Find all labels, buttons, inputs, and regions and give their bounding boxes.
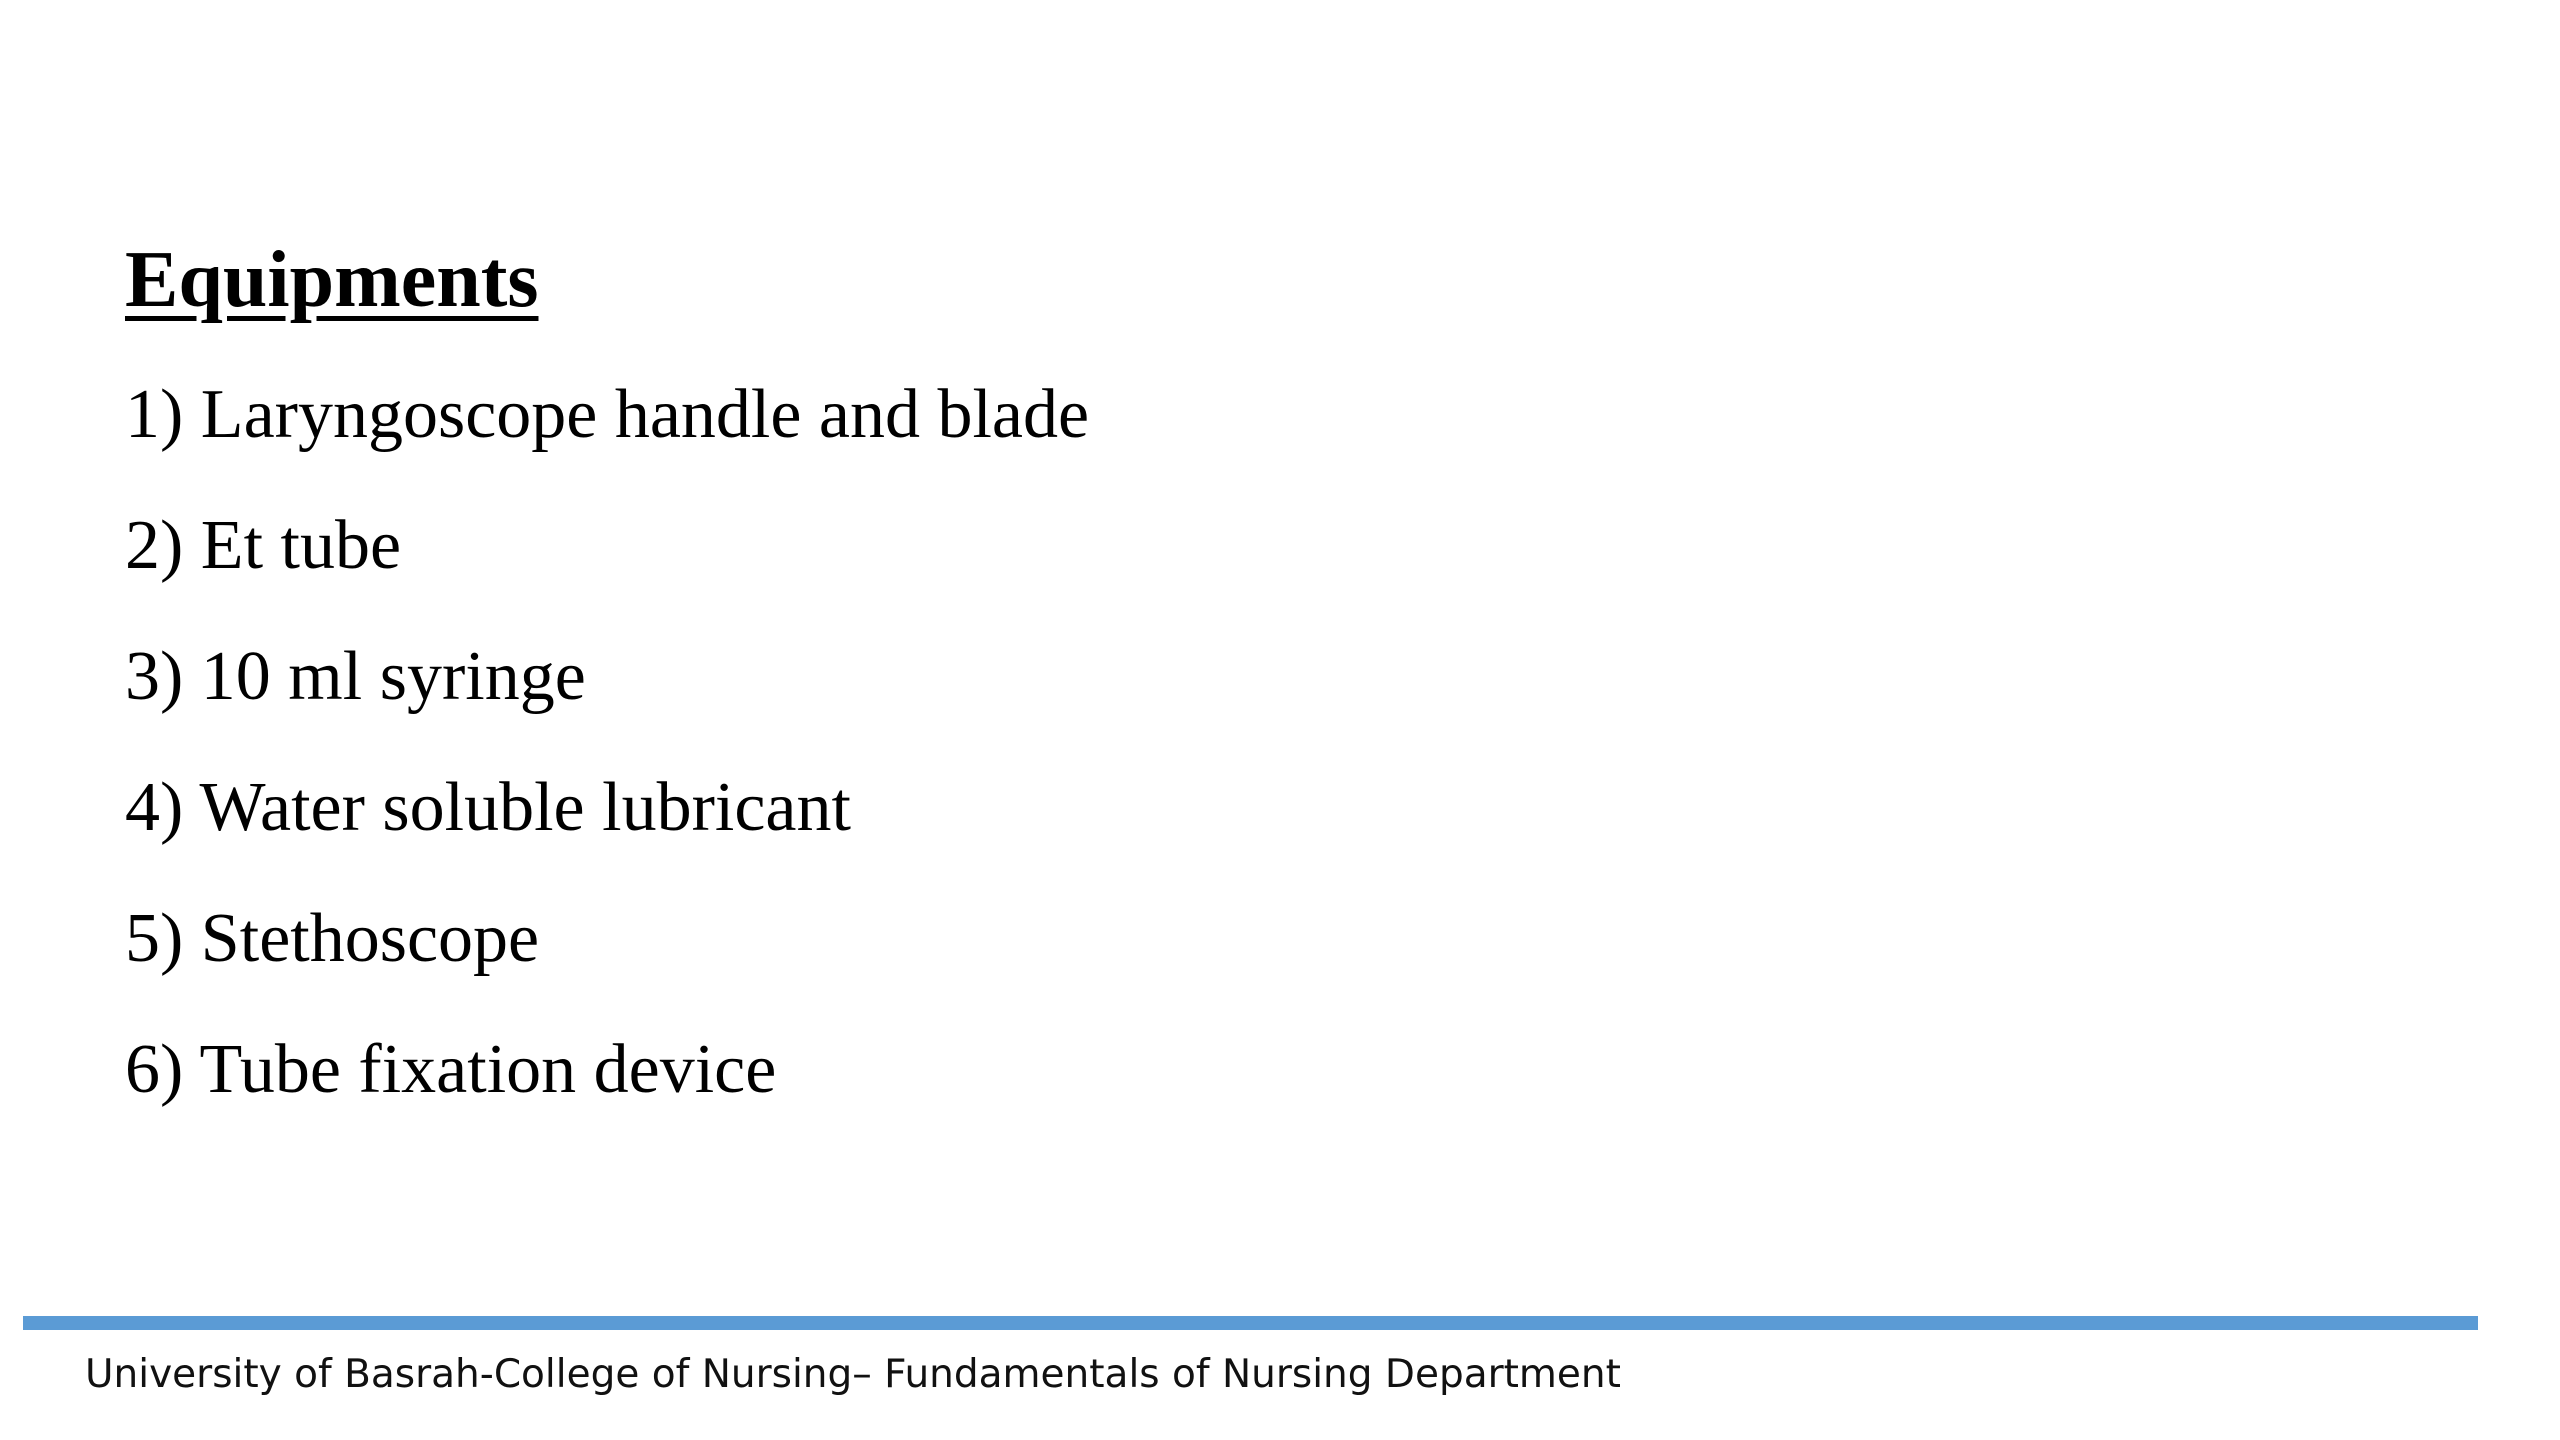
footer-text: University of Basrah-College of Nursing– Fundamentals of Nursing Department <box>85 1352 1621 1397</box>
list-item: 1) Laryngoscope handle and blade <box>125 376 1090 453</box>
list-item: 3) 10 ml syringe <box>125 638 586 715</box>
list-item: 4) Water soluble lubricant <box>125 769 851 846</box>
list-item: 6) Tube fixation device <box>125 1031 777 1108</box>
list-item: 2) Et tube <box>125 507 402 584</box>
equipment-list <box>125 376 2325 1166</box>
slide-content <box>125 236 2325 1166</box>
slide-title: Equipments <box>125 236 539 324</box>
footer-divider <box>23 1316 2478 1330</box>
list-item: 5) Stethoscope <box>125 900 540 977</box>
